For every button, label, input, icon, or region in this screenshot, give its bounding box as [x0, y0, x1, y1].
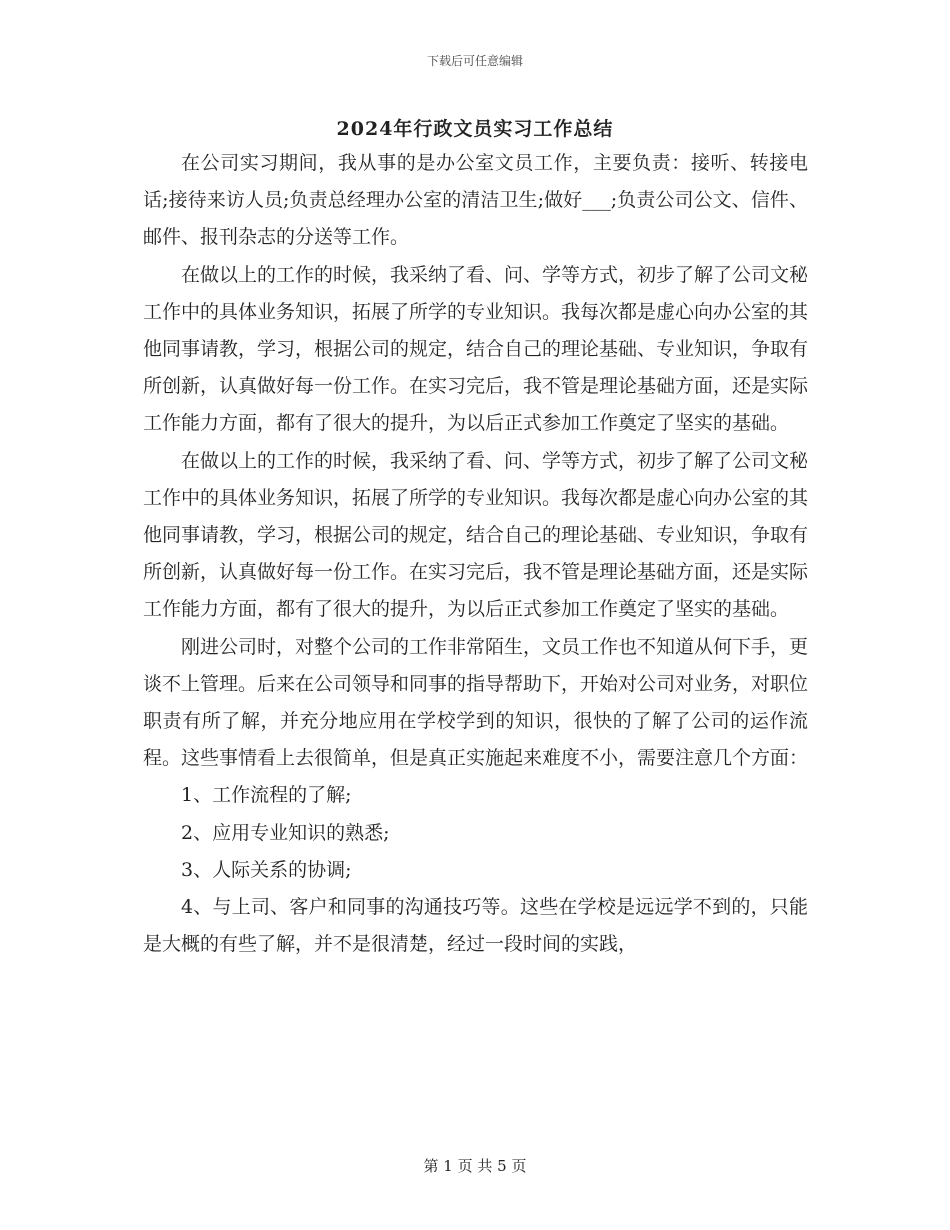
paragraph: 刚进公司时，对整个公司的工作非常陌生，文员工作也不知道从何下手，更谈不上管理。后来在公司领导和同事的指导帮助下，开始对公司对业务，对职位职责有所了解，并充分地应用在学校学到的知识，很快的了解了公司的运作流程。这些事情看上去很简单，但是真正实施起来难度不小，需要注意几个方面：: [143, 635, 809, 770]
paragraph: 在公司实习期间，我从事的是办公室文员工作，主要负责：接听、转接电话;接待来访人员;负责总经理办公室的清洁卫生;做好___;负责公司公文、信件、邮件、报刊杂志的分送等工作。: [143, 152, 808, 249]
header-note: 下载后可任意编辑: [426, 54, 523, 68]
list-item: 4、与上司、客户和同事的沟通技巧等。这些在学校是远远学不到的，只能是大概的有些了解，并不是很清楚，经过一段时间的实践，: [143, 896, 808, 956]
paragraph: 在做以上的工作的时候，我采纳了看、问、学等方式，初步了解了公司文秘工作中的具体业务知识，拓展了所学的专业知识。我每次都是虚心向办公室的其他同事请教，学习，根据公司的规定，结合自己的理论基础、专业知识，争取有所创新，认真做好每一份工作。在实习完后，我不管是理论基础方面，还是实际工作能力方面，都有了很大的提升，为以后正式参加工作奠定了坚实的基础。: [143, 263, 809, 435]
list-item: 2、应用专业知识的熟悉;: [181, 821, 390, 844]
list-item: 3、人际关系的协调;: [181, 858, 352, 881]
document-body: [143, 145, 808, 963]
paragraph: 在做以上的工作的时候，我采纳了看、问、学等方式，初步了解了公司文秘工作中的具体业务知识，拓展了所学的专业知识。我每次都是虚心向办公室的其他同事请教，学习，根据公司的规定，结合自己的理论基础、专业知识，争取有所创新，认真做好每一份工作。在实习完后，我不管是理论基础方面，还是实际工作能力方面，都有了很大的提升，为以后正式参加工作奠定了坚实的基础。: [143, 449, 809, 621]
document-title: 2024年行政文员实习工作总结: [336, 118, 614, 140]
list-item: 1、工作流程的了解;: [181, 784, 352, 807]
page-number: 第 1 页 共 5 页: [423, 1157, 527, 1175]
